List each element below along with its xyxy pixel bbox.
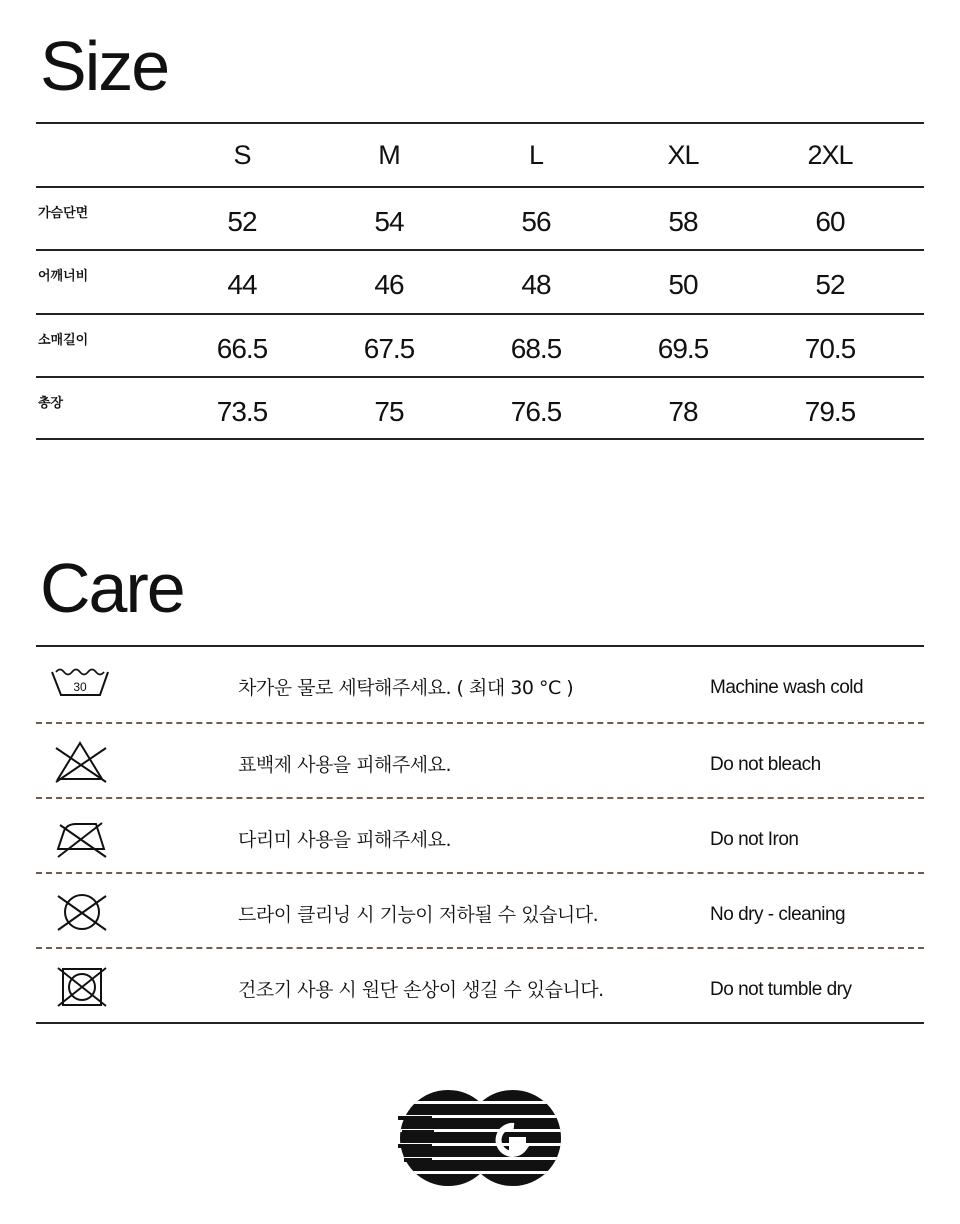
care-instruction-ko: 건조기 사용 시 원단 손상이 생길 수 있습니다. xyxy=(238,979,604,1001)
care-instruction-en: Do not Iron xyxy=(710,829,799,850)
size-cell: 75 xyxy=(374,396,404,428)
no-dry-cleaning-icon xyxy=(50,886,110,936)
care-instruction-ko: 드라이 클리닝 시 기능이 저하될 수 있습니다. xyxy=(238,904,599,926)
size-cell: 48 xyxy=(521,269,551,301)
size-row-label: 소매길이 xyxy=(38,332,89,348)
size-row-chest xyxy=(36,186,924,250)
size-cell: 76.5 xyxy=(510,396,562,428)
size-cell: 58 xyxy=(668,205,698,237)
size-column-header: 2XL xyxy=(807,140,853,170)
size-cell: 73.5 xyxy=(216,396,268,428)
care-row xyxy=(36,647,924,722)
size-cell: 69.5 xyxy=(657,332,709,364)
care-instruction-ko: 차가운 물로 세탁해주세요. ( 최대 30 °C ) xyxy=(238,677,574,699)
care-table xyxy=(36,645,924,1024)
size-row-sleeve xyxy=(36,313,924,377)
care-title: Care xyxy=(40,549,184,627)
care-instruction-en: Do not bleach xyxy=(710,754,821,775)
care-row xyxy=(36,947,924,1022)
size-cell: 52 xyxy=(815,269,845,301)
size-cell: 67.5 xyxy=(363,332,415,364)
size-row-length xyxy=(36,376,924,440)
care-instruction-ko: 표백제 사용을 피해주세요. xyxy=(238,754,452,776)
size-column-header: XL xyxy=(667,140,699,170)
do-not-iron-icon xyxy=(50,811,110,861)
size-cell: 56 xyxy=(521,205,551,237)
machine-wash-30-icon xyxy=(50,659,110,709)
care-instruction-en: No dry - cleaning xyxy=(710,904,846,925)
size-cell: 78 xyxy=(668,396,698,428)
care-row xyxy=(36,797,924,872)
size-row-label: 어깨너비 xyxy=(38,269,89,285)
brand-logo-icon xyxy=(398,1086,564,1190)
care-instruction-en: Machine wash cold xyxy=(710,677,864,698)
size-cell: 46 xyxy=(374,269,404,301)
size-header-row xyxy=(36,122,924,186)
size-row-label: 총장 xyxy=(38,396,64,412)
care-row xyxy=(36,722,924,797)
size-row-shoulder xyxy=(36,249,924,313)
size-table xyxy=(36,122,924,440)
size-cell: 52 xyxy=(227,205,257,237)
do-not-bleach-icon xyxy=(50,736,110,786)
size-cell: 50 xyxy=(668,269,698,301)
size-title: Size xyxy=(40,27,169,105)
care-row xyxy=(36,872,924,947)
size-cell: 70.5 xyxy=(804,332,856,364)
size-cell: 66.5 xyxy=(216,332,268,364)
size-cell: 44 xyxy=(227,269,257,301)
wash-temperature-label: 30 xyxy=(73,680,87,694)
size-column-header: M xyxy=(378,140,400,170)
size-cell: 60 xyxy=(815,205,845,237)
size-cell: 54 xyxy=(374,205,404,237)
size-cell: 79.5 xyxy=(804,396,856,428)
care-instruction-en: Do not tumble dry xyxy=(710,979,852,1000)
do-not-tumble-dry-icon xyxy=(50,961,110,1011)
size-cell: 68.5 xyxy=(510,332,562,364)
size-column-header: S xyxy=(233,140,251,170)
size-column-header: L xyxy=(528,140,544,170)
care-instruction-ko: 다리미 사용을 피해주세요. xyxy=(238,829,452,851)
size-row-label: 가슴단면 xyxy=(38,205,89,221)
